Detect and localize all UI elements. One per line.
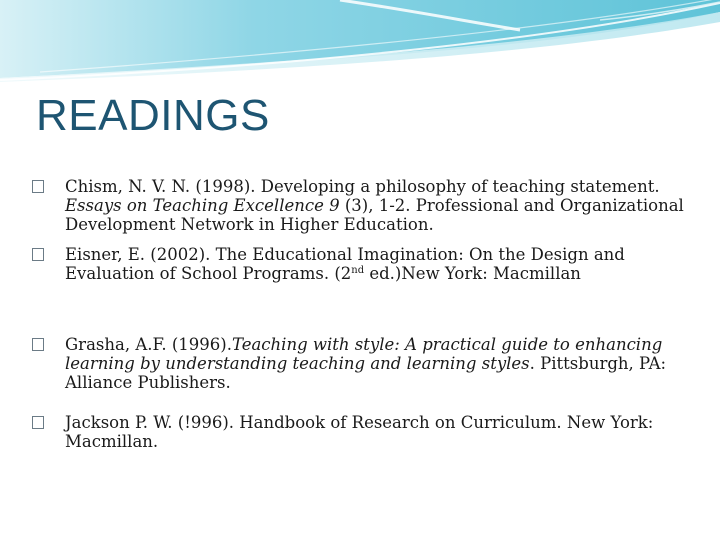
reference-text: Jackson P. W. (!996). Handbook of Research on Curriculum. New York: Macmillan.	[65, 413, 654, 451]
reference-item	[32, 245, 702, 335]
reference-item	[32, 413, 702, 451]
reference-item	[32, 177, 702, 245]
reference-text: Eisner, E. (2002). The Educational Imagination: On the Design and Evaluation of School Programs. (2	[65, 245, 625, 283]
reference-text: Chism, N. V. N. (1998). Developing a philosophy of teaching statement.	[65, 177, 660, 196]
box-bullet-icon	[32, 180, 44, 193]
header-wave-graphic	[0, 0, 720, 90]
slide-title: READINGS	[36, 91, 270, 140]
reference-italic-text: Teaching with style: A practical guide to enhancing learning by understanding teaching and learning styles	[65, 335, 663, 373]
reference-text: (3), 1-2. Professional and Organizational Development Network in Higher Education.	[65, 196, 684, 234]
box-bullet-icon	[32, 416, 44, 429]
box-bullet-icon	[32, 248, 44, 261]
reference-list	[32, 177, 702, 451]
reference-superscript: nd	[351, 265, 365, 276]
box-bullet-icon	[32, 338, 44, 351]
reference-item	[32, 335, 702, 413]
reference-text: Grasha, A.F. (1996).	[65, 335, 232, 354]
reference-italic-text: Essays on Teaching Excellence 9	[65, 196, 340, 215]
reference-text: . Pittsburgh, PA: Alliance Publishers.	[65, 354, 667, 392]
reference-text: ed.)New York: Macmillan	[364, 264, 581, 283]
